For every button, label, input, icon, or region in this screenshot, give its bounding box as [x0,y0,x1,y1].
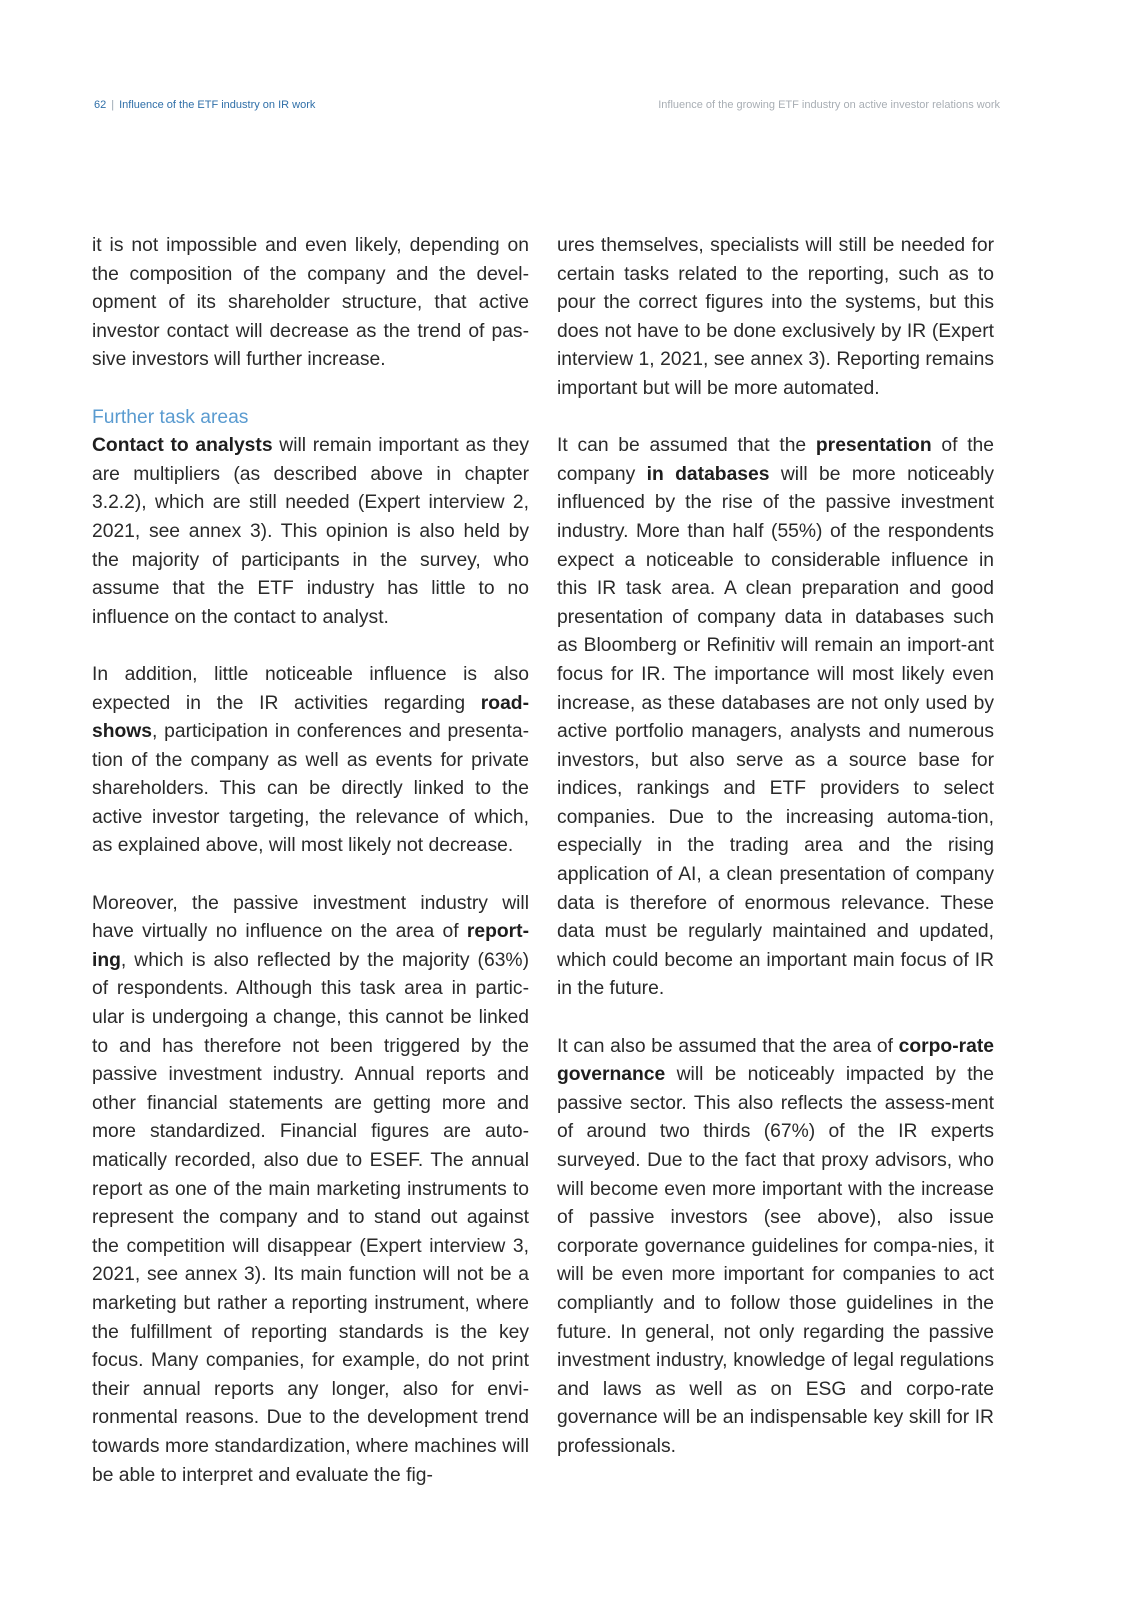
chapter-title: Influence of the ETF industry on IR work [119,99,316,111]
paragraph: Contact to analysts will remain important as they are multipliers (as described above in chapter 3.2.2), which are still needed (Expert interview 2, 2021, see annex 3). This opinion is also held by the majority of participants in the survey, who assume that the ETF industry has little to no influence on the contact to analyst. [92,435,529,628]
bold-term: road-shows [92,692,529,743]
paragraph: In addition, little noticeable influence is also expected in the IR activities regarding road-shows, participation in conferences and presenta-tion of the company as well as events for private shareholders. This can be directly linked to the active investor targeting, the relevance of which, as explained above, will most likely not decrease. [92,663,529,857]
bold-term: corpo-rate governance [557,1035,994,1086]
paragraph: It can also be assumed that the area of corpo-rate governance will be noticeably impacted by the passive sector. This also reflects the assess-ment of around two thirds (67%) of the IR experts surveyed. Due to the fact that proxy advisors, who will become even more important with the increase of passive investors (see above), also issue corporate governance guidelines for compa-nies, it will be even more important for companies to act compliantly and to follow those guidelines in the future. In general, not only regarding the passive investment industry, knowledge of legal regulations and laws as well as on ESG and corpo-rate governance will be an indispensable key skill for IR professionals. [557,1035,994,1457]
document-title: Influence of the growing ETF industry on active investor relations work [658,99,1000,111]
paragraph: ures themselves, specialists will still be needed for certain tasks related to the reporting, such as to pour the correct figures into the systems, but this does not have to be done exclusively by IR (Expert interview 1, 2021, see annex 3). Reporting remains important but will be more automated. [557,235,994,399]
paragraph: it is not impossible and even likely, depending on the composition of the company and the devel-opment of its shareholder structure, that active investor contact will decrease as the trend of pas-sive investors will further increase. [92,235,529,371]
paragraph: Moreover, the passive investment industry will have virtually no influence on the area of report-ing, which is also reflected by the majority (63%) of respondents. Although this task area in partic-ular is undergoing a change, this cannot be linked to and has therefore not been triggered by the passive investment industry. Annual reports and other financial statements are getting more and more standardized. Financial figures are auto-matically recorded, also due to ESEF. The annual report as one of the main marketing instruments to represent the company and to stand out against the competition will disappear (Expert interview 3, 2021, see annex 3). Its main function will not be a marketing but rather a reporting instrument, where the fulfillment of reporting standards is the key focus. Many companies, for example, do not print their annual reports any longer, also for envi-ronmental reasons. Due to the development trend towards more standardization, where machines will be able to interpret and evaluate the fig- [92,892,529,1486]
header-separator: | [111,99,115,111]
bold-term: in databases [646,463,770,485]
paragraph: It can be assumed that the presentation of the company in databases will be more noticeably influenced by the rise of the passive investment industry. More than half (55%) of the respondents expect a noticeable to considerable influence in this IR task area. A clean preparation and good presentation of company data in databases such as Bloomberg or Refinitiv will remain an import-ant focus for IR. The importance will most likely even increase, as these databases are not only used by active portfolio managers, analysts and numerous investors, but also serve as a source base for indices, rankings and ETF providers to select companies. Due to the increasing automa-tion, especially in the trading area and the rising application of AI, a clean presentation of company data is therefore of enormous relevance. These data must be regularly maintained and updated, which could become an important main focus of IR in the future. [557,435,994,1000]
section-subheading: Further task areas [92,406,249,428]
bold-term: Contact to analysts [92,435,273,457]
bold-term: report-ing [92,921,529,971]
right-column [557,232,994,1490]
page-number: 62 [94,99,107,111]
left-column [92,232,529,1519]
running-header [0,99,1132,119]
header-left [94,99,315,111]
bold-term: presentation [815,435,932,457]
